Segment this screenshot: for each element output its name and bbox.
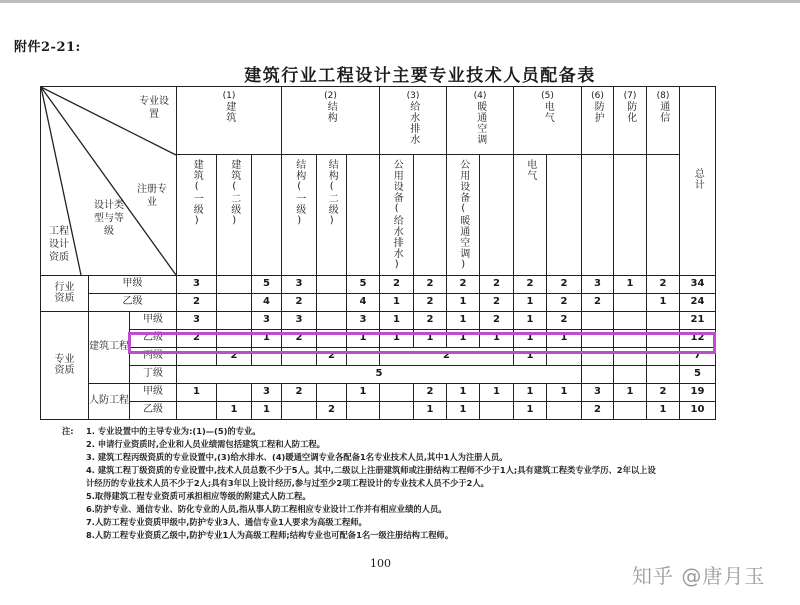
- cell: 2: [414, 311, 447, 329]
- cell: [647, 365, 680, 383]
- cell: 2: [282, 293, 317, 311]
- cell: [547, 401, 582, 419]
- cell: 1: [547, 383, 582, 401]
- cell: [614, 311, 647, 329]
- row-group-industry: 行业资质: [41, 275, 89, 311]
- reg-col-utility-hvac: 公用设备(暖通空调): [447, 155, 480, 276]
- cell: 2: [480, 275, 514, 293]
- table-row: [41, 401, 716, 419]
- cell: [647, 311, 680, 329]
- corner-label-design-type: 设计类型与等级: [94, 200, 124, 237]
- cell: 1: [647, 293, 680, 311]
- row-grade: 甲级: [89, 275, 177, 293]
- cell: 1: [252, 329, 282, 347]
- reg-col-blank: [414, 155, 447, 276]
- cell: 1: [347, 329, 380, 347]
- reg-col-blank: [252, 155, 282, 276]
- cell: 1: [447, 293, 480, 311]
- note-item: 8.人防工程专业资质乙级中,防护专业1人为高级工程师;结构专业也可配备1名一级注册结构工程师。: [86, 530, 454, 540]
- reg-col-blank: [614, 155, 647, 276]
- cell: [614, 365, 647, 383]
- cell: 2: [647, 383, 680, 401]
- cell: 1: [252, 401, 282, 419]
- group-header-structure: (2) 结构: [282, 87, 380, 155]
- cell: [317, 329, 347, 347]
- cell: [282, 347, 317, 365]
- notes-section: [62, 425, 656, 542]
- cell: 1: [547, 329, 582, 347]
- cell: 2: [547, 293, 582, 311]
- reg-col-electrical: 电气: [514, 155, 547, 276]
- merged-cell-all-specialties: 5: [177, 365, 582, 383]
- group-header-hvac: (4) 暖通空调: [447, 87, 514, 155]
- row-grade: 乙级: [130, 329, 177, 347]
- group-header-protection: (6) 防护: [582, 87, 614, 155]
- cell: 1: [380, 293, 414, 311]
- cell: [582, 329, 614, 347]
- table-row: [41, 365, 716, 383]
- cell: 2: [480, 293, 514, 311]
- cell: 2: [447, 275, 480, 293]
- reg-col-blank: [647, 155, 680, 276]
- cell: [217, 383, 252, 401]
- table-row: [41, 311, 716, 329]
- cell: 1: [480, 383, 514, 401]
- row-grade: 丁级: [130, 365, 177, 383]
- note-item: 1. 专业设置中的主导专业为:(1)—(5)的专业。: [86, 426, 261, 436]
- cell: 1: [647, 401, 680, 419]
- cell: [614, 401, 647, 419]
- cell: [217, 311, 252, 329]
- cell: 2: [647, 275, 680, 293]
- cell: 1: [447, 311, 480, 329]
- cell: 3: [347, 311, 380, 329]
- reg-col-blank: [480, 155, 514, 276]
- cell: 2: [177, 329, 217, 347]
- cell: [380, 401, 414, 419]
- table-row-highlighted: [41, 329, 716, 347]
- total-cell: 24: [680, 293, 716, 311]
- cell: [347, 401, 380, 419]
- notes-label: 注:: [62, 426, 74, 436]
- group-header-water-supply: (3) 给水排水: [380, 87, 447, 155]
- cell: 2: [582, 293, 614, 311]
- cell: 1: [514, 329, 547, 347]
- cell: 1: [217, 401, 252, 419]
- cell: 2: [317, 347, 347, 365]
- cell: 1: [514, 401, 547, 419]
- cell: [582, 311, 614, 329]
- cell: [647, 347, 680, 365]
- merged-cell-water-hvac: 2: [380, 347, 514, 365]
- cell: 1: [414, 329, 447, 347]
- cell: [217, 329, 252, 347]
- reg-col-structural-2: 结构(二级): [317, 155, 347, 276]
- note-item: 2. 申请行业资质时,企业和人员业绩需包括建筑工程和人防工程。: [86, 439, 325, 449]
- corner-label-qualification: 工程设计资质: [49, 226, 69, 263]
- reg-col-structural-1: 结构(一级): [282, 155, 317, 276]
- watermark: 知乎 @唐月玉: [632, 564, 766, 588]
- cell: [317, 275, 347, 293]
- group-header-communication: (8) 通信: [647, 87, 680, 155]
- cell: 3: [582, 275, 614, 293]
- cell: 5: [252, 275, 282, 293]
- cell: 1: [447, 329, 480, 347]
- staffing-table-container: [40, 86, 716, 420]
- reg-col-blank: [347, 155, 380, 276]
- cell: [614, 329, 647, 347]
- cell: 1: [447, 383, 480, 401]
- cell: [547, 347, 582, 365]
- total-cell: 19: [680, 383, 716, 401]
- cell: [647, 329, 680, 347]
- cell: 1: [514, 311, 547, 329]
- reg-col-architect-2: 建筑(二级): [217, 155, 252, 276]
- cell: 2: [547, 311, 582, 329]
- cell: [380, 383, 414, 401]
- page-number: 100: [370, 557, 391, 570]
- total-cell: 10: [680, 401, 716, 419]
- row-grade: 乙级: [89, 293, 177, 311]
- cell: [317, 293, 347, 311]
- cell: 2: [282, 329, 317, 347]
- cell: [582, 347, 614, 365]
- cell: 1: [514, 293, 547, 311]
- diagonal-corner-header: [41, 87, 177, 276]
- row-grade: 甲级: [130, 311, 177, 329]
- note-item: 7.人防工程专业资质甲级中,防护专业3人、通信专业1人要求为高级工程师。: [86, 517, 367, 527]
- cell: [317, 311, 347, 329]
- cell: [282, 401, 317, 419]
- table-row: [41, 383, 716, 401]
- row-sub-civil-defense: 人防工程: [89, 383, 130, 419]
- table-row: [41, 293, 716, 311]
- cell: 2: [317, 401, 347, 419]
- cell: [347, 347, 380, 365]
- note-item: 3. 建筑工程丙级资质的专业设置中,(3)给水排水、(4)暖通空调专业各配备1名专业技术人员,其中1人为注册人员。: [86, 452, 508, 462]
- cell: 2: [217, 347, 252, 365]
- total-cell: 34: [680, 275, 716, 293]
- cell: 2: [414, 293, 447, 311]
- group-header-electrical: (5) 电气: [514, 87, 582, 155]
- reg-col-architect-1: 建筑(一级): [177, 155, 217, 276]
- staffing-table: [40, 86, 716, 420]
- top-border: [0, 0, 800, 3]
- cell: [614, 347, 647, 365]
- cell: 1: [480, 329, 514, 347]
- cell: [217, 275, 252, 293]
- cell: 2: [380, 275, 414, 293]
- cell: 1: [347, 383, 380, 401]
- attachment-label: 附件2-21:: [14, 40, 81, 55]
- cell: 2: [414, 275, 447, 293]
- cell: [582, 365, 614, 383]
- cell: 4: [347, 293, 380, 311]
- cell: [614, 293, 647, 311]
- group-header-architecture: (1) 建筑: [177, 87, 282, 155]
- cell: [177, 347, 217, 365]
- note-item: 4. 建筑工程丁级资质的专业设置中,技术人员总数不少于5人。其中,二级以上注册建筑师或注册结构工程师不少于1人;具有建筑工程类专业学历、2年以上设: [86, 465, 656, 475]
- cell: 1: [447, 401, 480, 419]
- cell: 3: [177, 311, 217, 329]
- cell: [177, 401, 217, 419]
- row-group-specialty: 专业资质: [41, 311, 89, 419]
- cell: 1: [514, 383, 547, 401]
- cell: [480, 401, 514, 419]
- cell: 2: [177, 293, 217, 311]
- row-grade: 丙级: [130, 347, 177, 365]
- note-item: 计经历的专业技术人员不少于2人;具有3年以上设计经历,参与过至少2项工程设计的专业技术人员不少于2人。: [86, 478, 489, 488]
- header-row-groups: [41, 87, 716, 155]
- total-cell: 12: [680, 329, 716, 347]
- cell: [317, 383, 347, 401]
- row-grade: 乙级: [130, 401, 177, 419]
- note-item: 5.取得建筑工程专业资质可承担相应等级的附建式人防工程。: [86, 491, 311, 501]
- cell: 1: [614, 383, 647, 401]
- cell: 1: [514, 347, 547, 365]
- cell: 3: [282, 275, 317, 293]
- cell: 3: [252, 383, 282, 401]
- reg-col-utility-water: 公用设备(给水排水): [380, 155, 414, 276]
- total-header: 总计: [680, 87, 716, 276]
- cell: 3: [582, 383, 614, 401]
- reg-col-blank: [582, 155, 614, 276]
- total-cell: 21: [680, 311, 716, 329]
- cell: 2: [282, 383, 317, 401]
- cell: 5: [347, 275, 380, 293]
- group-header-chemical-defense: (7) 防化: [614, 87, 647, 155]
- cell: 2: [547, 275, 582, 293]
- cell: 2: [582, 401, 614, 419]
- reg-col-blank: [547, 155, 582, 276]
- cell: 3: [282, 311, 317, 329]
- cell: [217, 293, 252, 311]
- cell: 1: [414, 401, 447, 419]
- cell: [252, 347, 282, 365]
- table-row: [41, 275, 716, 293]
- corner-label-registered-specialty: 注册专业: [137, 184, 167, 208]
- cell: 1: [380, 311, 414, 329]
- cell: 1: [380, 329, 414, 347]
- cell: 2: [514, 275, 547, 293]
- cell: 4: [252, 293, 282, 311]
- cell: 1: [614, 275, 647, 293]
- table-row: [41, 347, 716, 365]
- total-cell: 7: [680, 347, 716, 365]
- cell: 3: [177, 275, 217, 293]
- row-grade: 甲级: [130, 383, 177, 401]
- note-item: 6.防护专业、通信专业、防化专业的人员,指从事人防工程相应专业设计工作并有相应业绩的人员。: [86, 504, 447, 514]
- cell: 1: [177, 383, 217, 401]
- corner-label-specialty-setting: 专业设置: [139, 96, 169, 120]
- row-sub-building: 建筑工程: [89, 311, 130, 383]
- cell: 2: [414, 383, 447, 401]
- cell: 2: [480, 311, 514, 329]
- document-title: 建筑行业工程设计主要专业技术人员配备表: [244, 66, 596, 86]
- total-cell: 5: [680, 365, 716, 383]
- cell: 3: [252, 311, 282, 329]
